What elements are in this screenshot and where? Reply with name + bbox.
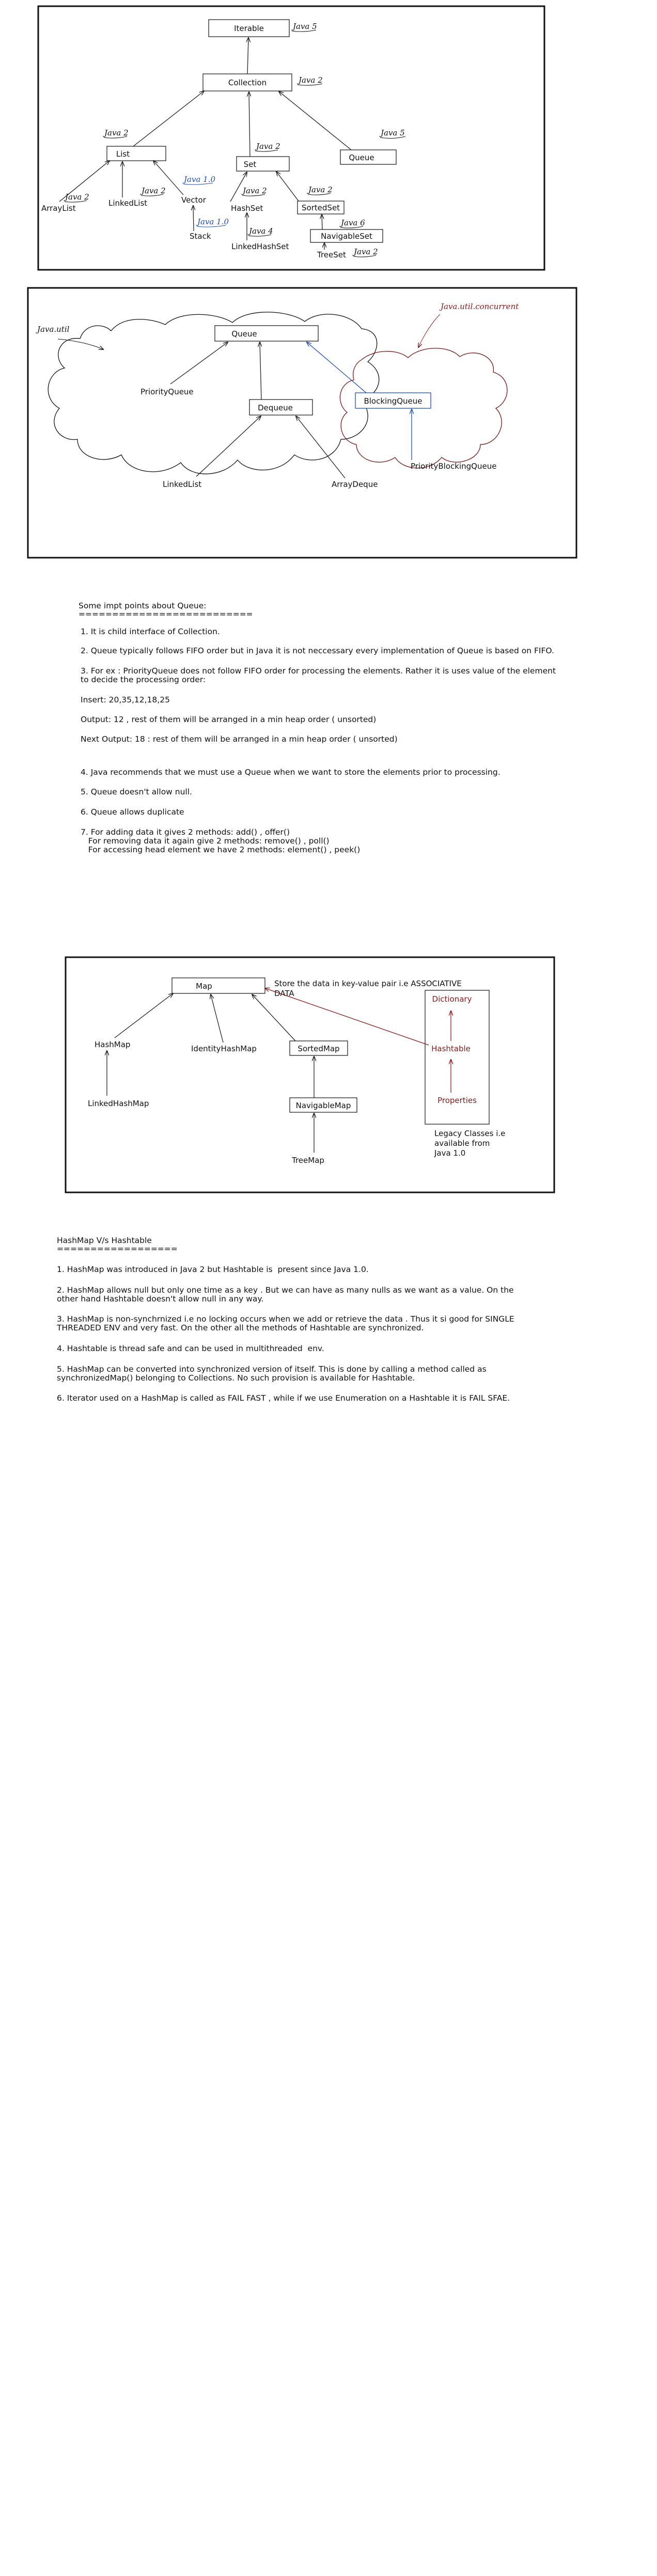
java2-note-hashset: Java 2 (243, 186, 267, 195)
java2-note-arraylist: Java 2 (65, 192, 89, 202)
java2-note-iterable: Java 5 (293, 22, 317, 31)
hashmap-point-2-line2: other hand Hashtable doesn't allow null in any way. (57, 1294, 264, 1304)
sortedmap-to-map-arrow (252, 994, 295, 1041)
treeset-label: TreeSet (317, 250, 346, 259)
arraylist-label: ArrayList (41, 204, 76, 213)
queue-output: Output: 12 , rest of them will be arranged in a min heap order ( unsorted) (81, 715, 377, 724)
hashmap-point-2-line1: 2. HashMap allows null but only one time as a key . But we can have as many nulls as we want as a value. On the (57, 1285, 514, 1295)
queue-point-3-line2: to decide the processing order: (81, 675, 206, 684)
java-util-note: Java.util (37, 325, 70, 334)
linkedlist-label: LinkedList (108, 198, 148, 208)
queue-next-output: Next Output: 18 : rest of them will be arranged in a min heap order ( unsorted) (81, 734, 398, 744)
dictionary-label: Dictionary (432, 994, 472, 1004)
queue-to-collection-arrow (279, 91, 351, 150)
list-to-collection-arrow (133, 91, 204, 146)
java2-note-sortedset: Java 2 (308, 185, 333, 194)
queue-point-3-line1: 3. For ex : PriorityQueue does not follow FIFO order for processing the elements. Rather it is uses value of the element (81, 666, 556, 676)
map-hierarchy-diagram (66, 957, 554, 1192)
java10-note-stack: Java 1.0 (197, 217, 229, 226)
hashmap-notes-underline: ================== (57, 1244, 178, 1253)
stack-to-vector-arrow (193, 206, 194, 231)
queue-insert: Insert: 20,35,12,18,25 (81, 695, 170, 704)
treemap-label: TreeMap (292, 1156, 324, 1165)
store-data-line1: Store the data in key-value pair i.e ASSOCIATIVE (274, 979, 462, 988)
collection-to-iterable-arrow (247, 38, 248, 74)
java-util-cloud (48, 312, 379, 474)
linkedlist2-label: LinkedList (163, 480, 202, 489)
vector-label: Vector (181, 195, 206, 205)
hashmap-point-4: 4. Hashtable is thread safe and can be used in multithreaded env. (57, 1344, 324, 1353)
hashmap-point-6: 6. Iterator used on a HashMap is called as FAIL FAST , while if we use Enumeration on a Hashtable it is FAIL SFAE. (57, 1393, 510, 1403)
store-data-line2: DATA (274, 989, 294, 998)
java10-note-vector: Java 1.0 (184, 175, 215, 184)
navigableset-label: NavigableSet (321, 232, 372, 241)
hashset-label: HashSet (231, 204, 263, 213)
queue-point-2: 2. Queue typically follows FIFO order but in Java it is not neccessary every implementation of Queue is based on FIFO. (81, 646, 554, 655)
hashmap-point-5-line2: synchronizedMap() belonging to Collections. No such provision is available for Hashtable. (57, 1373, 415, 1383)
map-label: Map (196, 982, 212, 991)
hashmap-point-5-line1: 5. HashMap can be converted into synchronized version of itself. This is done by calling a method called as (57, 1364, 487, 1374)
java2-note-set: Java 2 (256, 142, 280, 151)
priorityblockingqueue-label: PriorityBlockingQueue (411, 462, 497, 471)
queue-point-5: 5. Queue doesn't allow null. (81, 787, 192, 796)
priorityqueue-label: PriorityQueue (140, 387, 194, 396)
java4-note-linkedhashset: Java 4 (249, 226, 273, 236)
iterable-label: Iterable (234, 24, 264, 33)
linkedhashset-label: LinkedHashSet (231, 242, 289, 251)
collection-label: Collection (228, 78, 267, 87)
hashtable-to-map-arrow (265, 988, 429, 1045)
map-box (172, 978, 265, 993)
set-to-collection-arrow (249, 92, 250, 157)
queue-point-7-line2: For removing data it again give 2 methods: remove() , poll() (81, 836, 330, 846)
dequeue-label: Dequeue (258, 403, 293, 412)
hashmap-label: HashMap (95, 1040, 131, 1049)
collection-hierarchy-diagram (38, 6, 544, 270)
stack-label: Stack (190, 232, 211, 241)
hashtable-label: Hashtable (431, 1044, 471, 1053)
linkedhashmap-label: LinkedHashMap (88, 1099, 149, 1108)
queue2-label: Queue (231, 329, 257, 339)
queue-hierarchy-diagram (28, 288, 576, 558)
arraydeque-label: ArrayDeque (332, 480, 378, 489)
java5-note-queue: Java 5 (381, 128, 405, 137)
java2-note-treeset: Java 2 (354, 247, 378, 256)
queue-label: Queue (349, 153, 374, 162)
blockingqueue-to-queue-arrow (307, 342, 366, 393)
blockingqueue-label: BlockingQueue (364, 396, 423, 406)
legacy-line2: available from (434, 1139, 490, 1148)
queue2-box (215, 326, 318, 341)
identityhashmap-label: IdentityHashMap (191, 1044, 257, 1053)
java2-note-linkedlist: Java 2 (142, 186, 166, 195)
hashmap-to-map-arrow (115, 993, 173, 1038)
sortedmap-label: SortedMap (298, 1044, 340, 1053)
queue-point-6: 6. Queue allows duplicate (81, 807, 184, 817)
java-util-concurrent-note: Java.util.concurrent (441, 302, 519, 311)
sortedset-to-set-arrow (276, 172, 299, 201)
queue-notes-title: Some impt points about Queue: (79, 601, 207, 610)
queue-point-7-line1: 7. For adding data it gives 2 methods: add() , offer() (81, 827, 290, 837)
hashmap-point-1: 1. HashMap was introduced in Java 2 but Hashtable is present since Java 1.0. (57, 1265, 369, 1274)
set-label: Set (243, 160, 257, 169)
hashmap-point-3-line1: 3. HashMap is non-synchrnized i.e no locking occurs when we add or retrieve the data . Thus it si good for SINGLE (57, 1314, 514, 1324)
queue-notes-underline: ========================== (79, 609, 253, 619)
queue-point-7-line3: For accessing head element we have 2 methods: element() , peek() (81, 845, 361, 854)
legacy-line3: Java 1.0 (434, 1148, 466, 1158)
properties-label: Properties (437, 1096, 477, 1105)
legacy-line1: Legacy Classes i.e (434, 1129, 506, 1138)
navigablemap-label: NavigableMap (295, 1101, 351, 1110)
dequeue-to-queue-arrow (260, 342, 261, 400)
priorityqueue-to-queue-arrow (170, 342, 228, 384)
java6-note-navigableset: Java 6 (341, 218, 365, 227)
identityhashmap-to-map-arrow (211, 994, 223, 1042)
hashmap-notes-title: HashMap V/s Hashtable (57, 1236, 152, 1245)
java2-note-list: Java 2 (104, 128, 129, 137)
queue-point-1: 1. It is child interface of Collection. (81, 627, 220, 636)
list-label: List (116, 149, 130, 159)
java2-note-collection: Java 2 (299, 75, 323, 85)
sortedset-label: SortedSet (301, 203, 340, 212)
hashmap-point-3-line2: THREADED ENV and very fast. On the other all the methods of Hashtable are synchronized. (57, 1323, 424, 1332)
queue-point-4: 4. Java recommends that we must use a Queue when we want to store the elements prior to processing. (81, 768, 500, 777)
